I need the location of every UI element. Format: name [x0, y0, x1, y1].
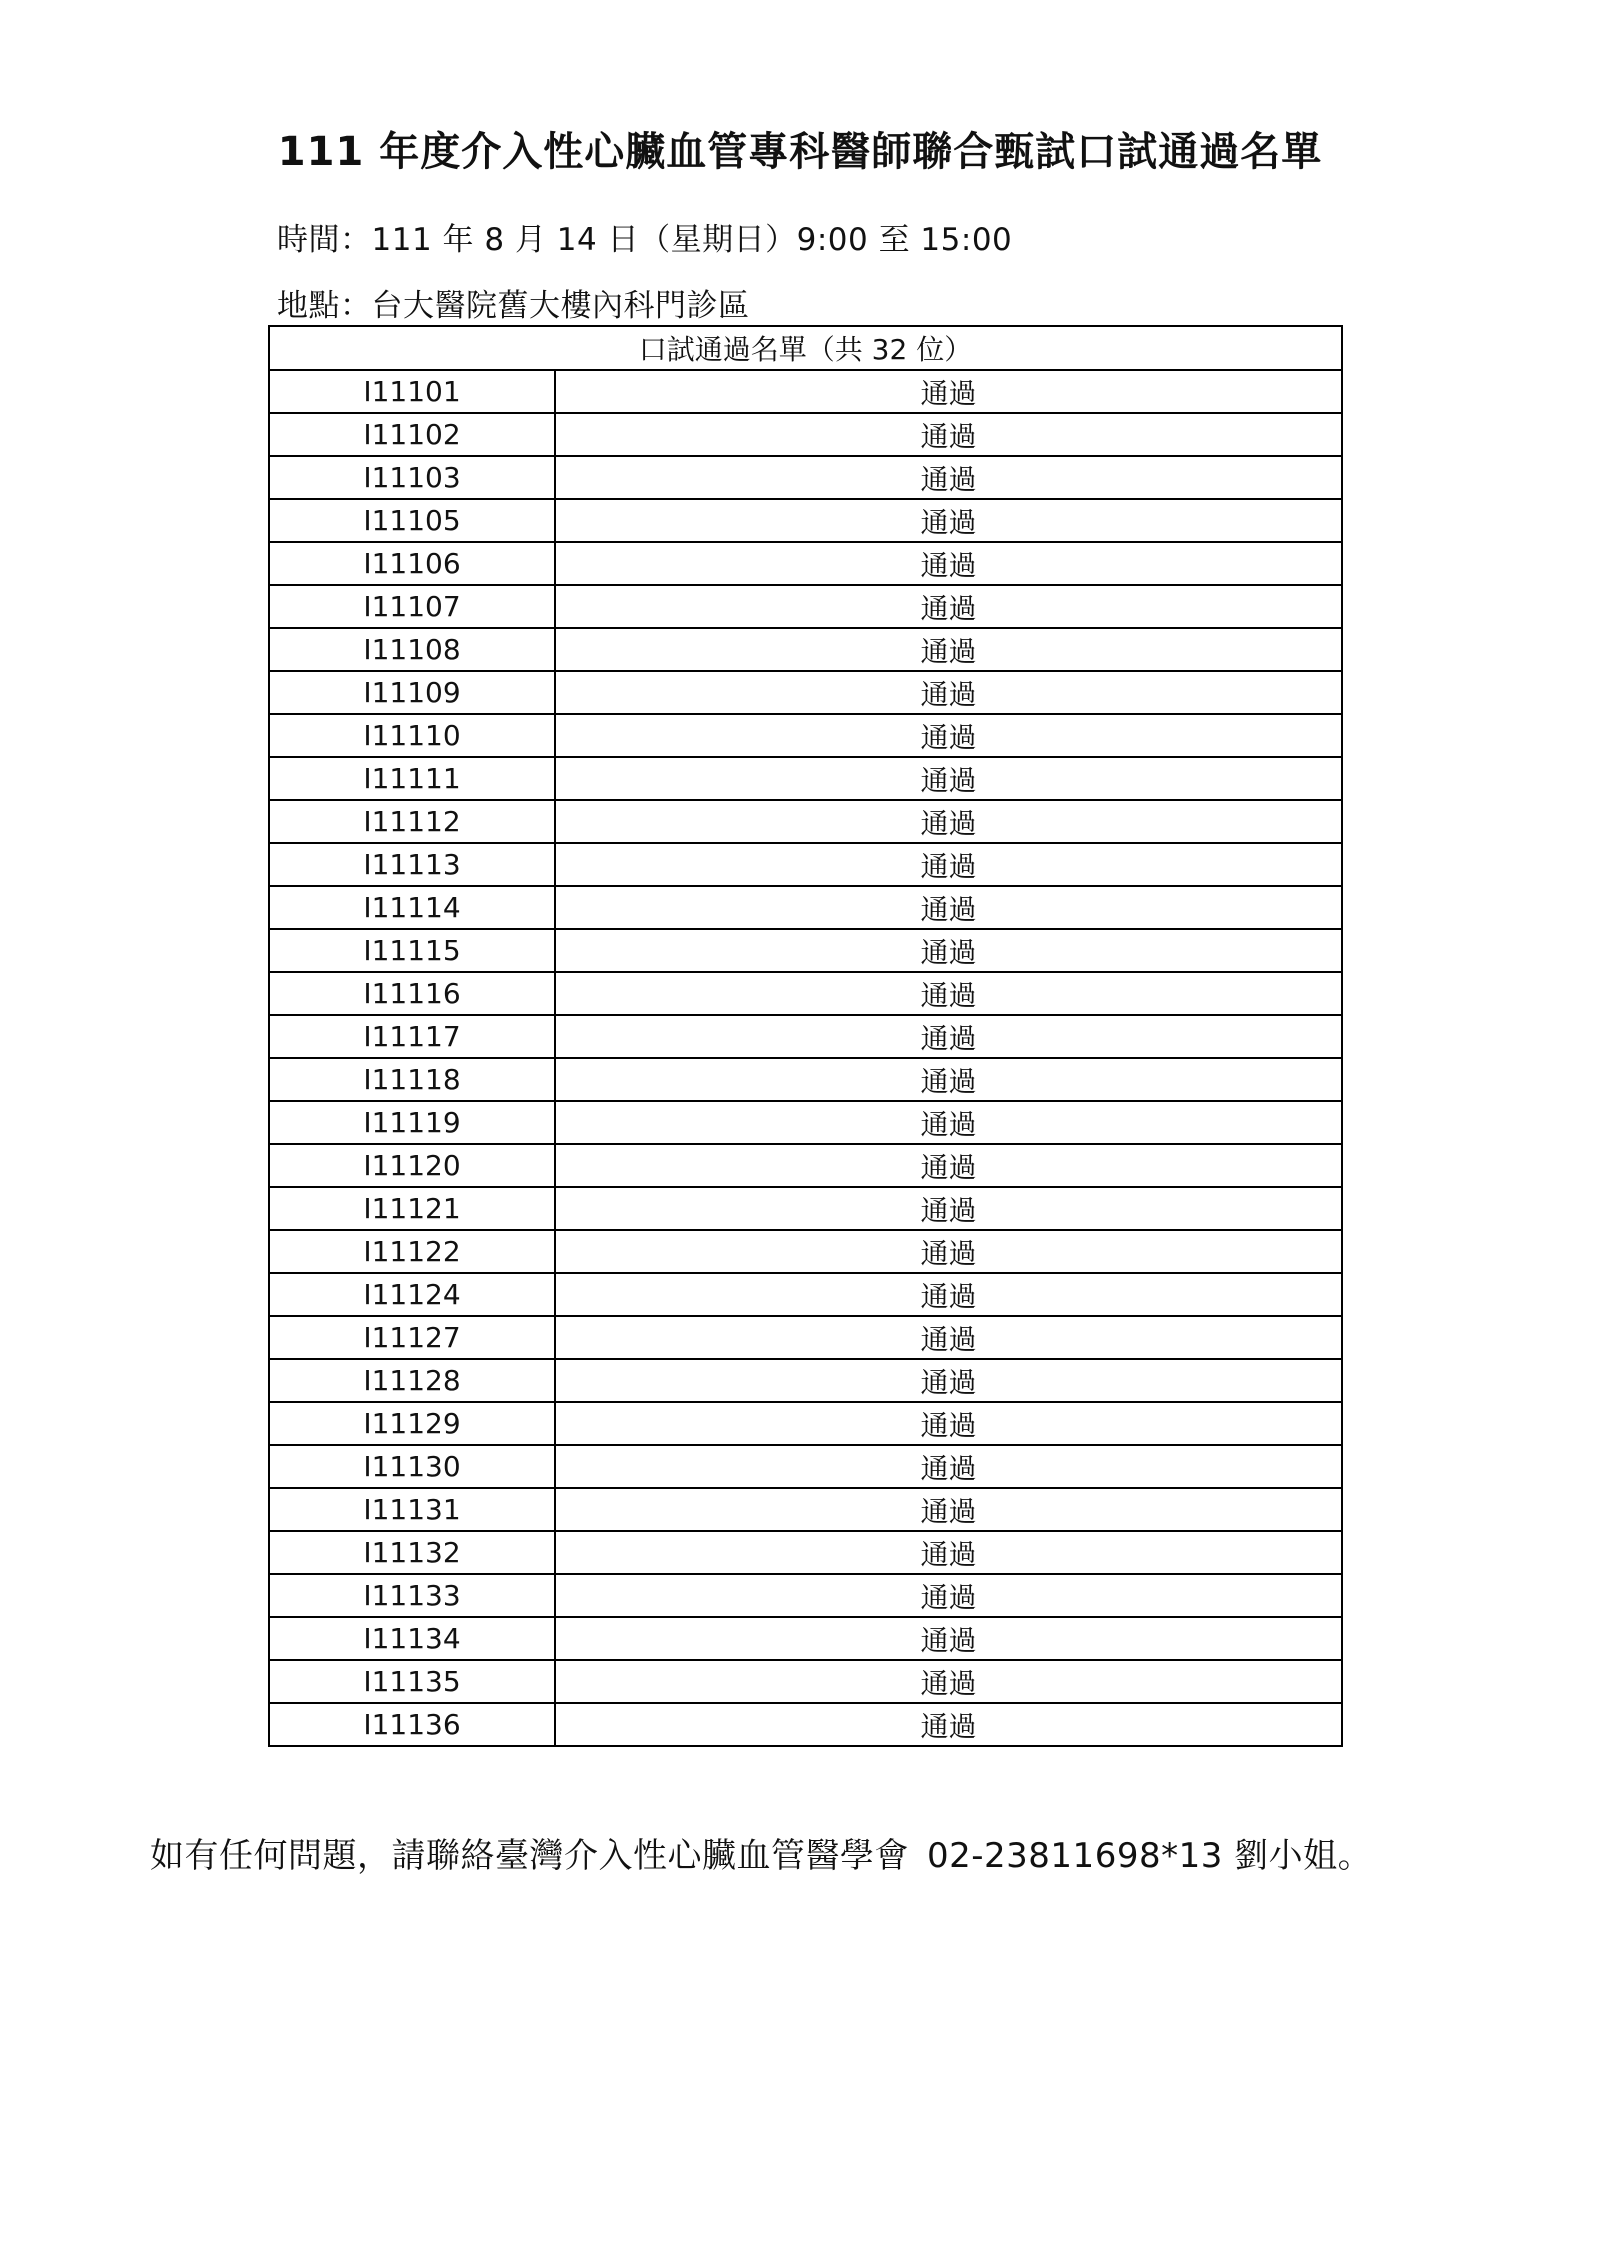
candidate-id-cell: I11120	[269, 1144, 555, 1187]
table-row	[269, 1015, 1342, 1058]
candidate-id-cell: I11117	[269, 1015, 555, 1058]
result-cell: 通過	[555, 1187, 1342, 1230]
result-cell: 通過	[555, 1316, 1342, 1359]
table-header: 口試通過名單（共 32 位）	[269, 326, 1342, 370]
result-cell: 通過	[555, 1359, 1342, 1402]
candidate-id-cell: I11101	[269, 370, 555, 413]
result-cell: 通過	[555, 972, 1342, 1015]
table-body	[269, 370, 1342, 1746]
table-row	[269, 370, 1342, 413]
result-cell: 通過	[555, 499, 1342, 542]
table-row	[269, 972, 1342, 1015]
candidate-id-cell: I11115	[269, 929, 555, 972]
candidate-id-cell: I11128	[269, 1359, 555, 1402]
table-row	[269, 1660, 1342, 1703]
table-row	[269, 1445, 1342, 1488]
table-row	[269, 413, 1342, 456]
table-row	[269, 1703, 1342, 1746]
candidate-id-cell: I11131	[269, 1488, 555, 1531]
result-cell: 通過	[555, 843, 1342, 886]
candidate-id-cell: I11116	[269, 972, 555, 1015]
table-row	[269, 585, 1342, 628]
candidate-id-cell: I11132	[269, 1531, 555, 1574]
contact-footer	[150, 1828, 1372, 1877]
table-row	[269, 542, 1342, 585]
candidate-id-cell: I11107	[269, 585, 555, 628]
table-row	[269, 929, 1342, 972]
exam-time-line: 時間：111 年 8 月 14 日（星期日）9:00 至 15:00	[277, 222, 1013, 258]
result-cell: 通過	[555, 1531, 1342, 1574]
result-cell: 通過	[555, 1101, 1342, 1144]
candidate-id-cell: I11111	[269, 757, 555, 800]
table-row	[269, 1058, 1342, 1101]
result-cell: 通過	[555, 1144, 1342, 1187]
result-cell: 通過	[555, 886, 1342, 929]
table-row	[269, 1316, 1342, 1359]
table-row	[269, 757, 1342, 800]
result-cell: 通過	[555, 585, 1342, 628]
exam-place-line: 地點：台大醫院舊大樓內科門診區	[277, 288, 750, 324]
result-cell: 通過	[555, 1058, 1342, 1101]
candidate-id-cell: I11112	[269, 800, 555, 843]
result-cell: 通過	[555, 1660, 1342, 1703]
candidate-id-cell: I11114	[269, 886, 555, 929]
result-cell: 通過	[555, 628, 1342, 671]
table-row	[269, 1187, 1342, 1230]
table-row	[269, 1101, 1342, 1144]
table-row	[269, 499, 1342, 542]
result-cell: 通過	[555, 1230, 1342, 1273]
table-row	[269, 1531, 1342, 1574]
result-cell: 通過	[555, 1488, 1342, 1531]
candidate-id-cell: I11103	[269, 456, 555, 499]
pass-list-table	[268, 325, 1343, 1747]
candidate-id-cell: I11118	[269, 1058, 555, 1101]
result-cell: 通過	[555, 413, 1342, 456]
candidate-id-cell: I11106	[269, 542, 555, 585]
table-header-row	[269, 326, 1342, 370]
result-cell: 通過	[555, 370, 1342, 413]
result-cell: 通過	[555, 1574, 1342, 1617]
table-row	[269, 1144, 1342, 1187]
candidate-id-cell: I11130	[269, 1445, 555, 1488]
footer-contact: 劉小姐。	[1234, 1836, 1373, 1876]
table-row	[269, 456, 1342, 499]
result-cell: 通過	[555, 1703, 1342, 1746]
candidate-id-cell: I11129	[269, 1402, 555, 1445]
table-row	[269, 1230, 1342, 1273]
table-row	[269, 1273, 1342, 1316]
result-cell: 通過	[555, 1015, 1342, 1058]
candidate-id-cell: I11110	[269, 714, 555, 757]
result-cell: 通過	[555, 757, 1342, 800]
result-cell: 通過	[555, 1402, 1342, 1445]
candidate-id-cell: I11108	[269, 628, 555, 671]
table-row	[269, 1359, 1342, 1402]
table-row	[269, 886, 1342, 929]
result-cell: 通過	[555, 800, 1342, 843]
candidate-id-cell: I11119	[269, 1101, 555, 1144]
table-row	[269, 800, 1342, 843]
candidate-id-cell: I11113	[269, 843, 555, 886]
result-cell: 通過	[555, 1617, 1342, 1660]
table-row	[269, 1574, 1342, 1617]
result-cell: 通過	[555, 1273, 1342, 1316]
document-title: 111 年度介入性心臟血管專科醫師聯合甄試口試通過名單	[277, 129, 1323, 175]
footer-text: 如有任何問題，請聯絡臺灣介入性心臟血管醫學會	[150, 1836, 909, 1876]
result-cell: 通過	[555, 714, 1342, 757]
table-row	[269, 714, 1342, 757]
candidate-id-cell: I11127	[269, 1316, 555, 1359]
table-row	[269, 628, 1342, 671]
candidate-id-cell: I11136	[269, 1703, 555, 1746]
table-row	[269, 1617, 1342, 1660]
result-cell: 通過	[555, 456, 1342, 499]
candidate-id-cell: I11122	[269, 1230, 555, 1273]
footer-phone: 02-23811698*13	[927, 1836, 1223, 1876]
candidate-id-cell: I11105	[269, 499, 555, 542]
candidate-id-cell: I11134	[269, 1617, 555, 1660]
candidate-id-cell: I11102	[269, 413, 555, 456]
candidate-id-cell: I11133	[269, 1574, 555, 1617]
table-row	[269, 1402, 1342, 1445]
table-row	[269, 1488, 1342, 1531]
candidate-id-cell: I11135	[269, 1660, 555, 1703]
table-row	[269, 671, 1342, 714]
result-cell: 通過	[555, 1445, 1342, 1488]
result-cell: 通過	[555, 671, 1342, 714]
result-cell: 通過	[555, 929, 1342, 972]
candidate-id-cell: I11109	[269, 671, 555, 714]
candidate-id-cell: I11121	[269, 1187, 555, 1230]
result-cell: 通過	[555, 542, 1342, 585]
candidate-id-cell: I11124	[269, 1273, 555, 1316]
table-row	[269, 843, 1342, 886]
